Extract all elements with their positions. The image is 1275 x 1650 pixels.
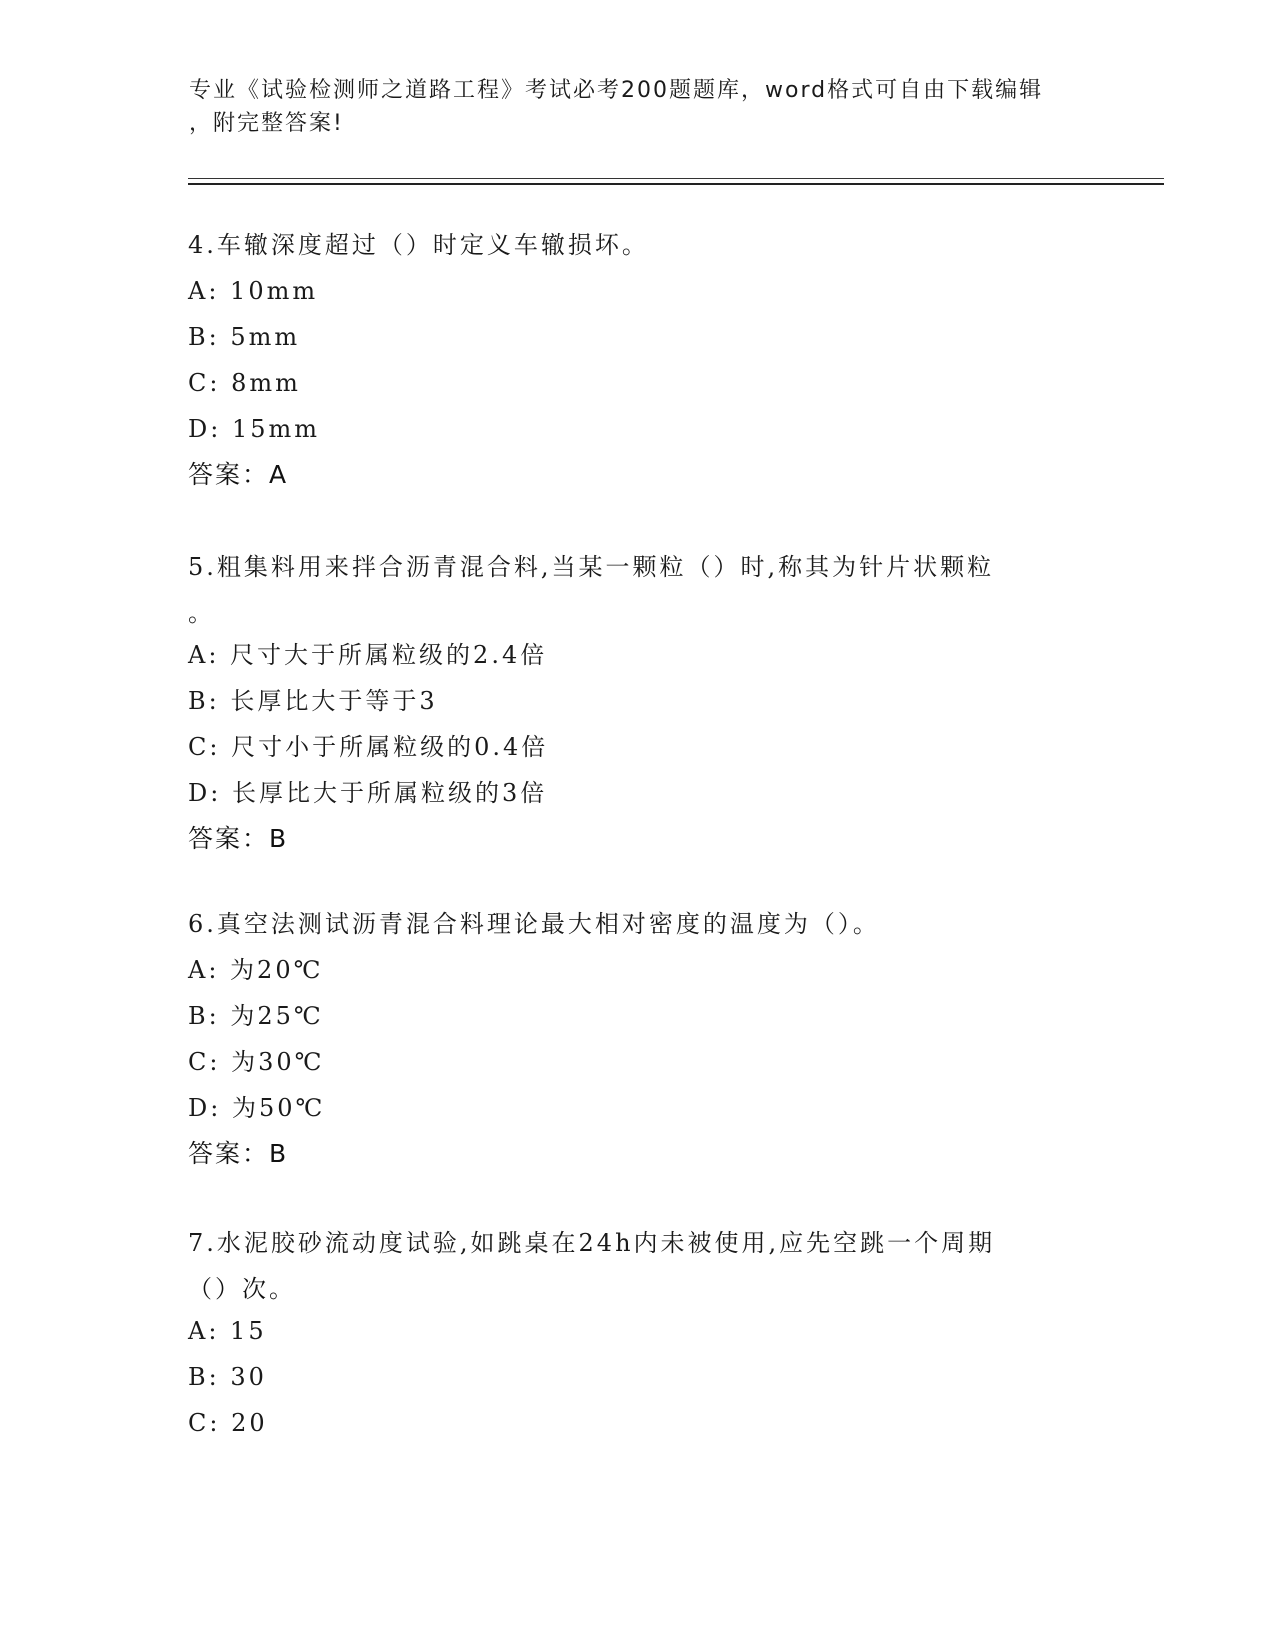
option-b: B: 长厚比大于等于3 (188, 687, 438, 715)
option-c: C: 为30℃ (188, 1048, 325, 1076)
option-d: D: 长厚比大于所属粒级的3倍 (188, 779, 548, 807)
question-stem: 6.真空法测试沥青混合料理论最大相对密度的温度为（）。 (188, 910, 880, 938)
option-b: B: 5mm (188, 323, 301, 351)
question-6 (188, 909, 1088, 1169)
question-stem-continuation: 。 (188, 599, 215, 627)
header-divider-top (188, 178, 1164, 179)
question-5 (188, 552, 1088, 854)
question-stem: 5.粗集料用来拌合沥青混合料,当某一颗粒（）时,称其为针片状颗粒 (188, 553, 995, 581)
answer-label: 答案：B (188, 1139, 289, 1168)
option-c: C: 20 (188, 1409, 268, 1437)
option-a: A: 尺寸大于所属粒级的2.4倍 (188, 641, 548, 669)
option-d: D: 15mm (188, 415, 321, 443)
question-stem: 4.车辙深度超过（）时定义车辙损坏。 (188, 231, 649, 259)
question-7 (188, 1228, 1088, 1454)
answer-label: 答案：A (188, 460, 289, 489)
option-a: A: 为20℃ (188, 956, 324, 984)
question-4 (188, 230, 1088, 490)
option-d: D: 为50℃ (188, 1094, 326, 1122)
option-a: A: 10mm (188, 277, 319, 305)
header-line-1: 专业《试验检测师之道路工程》考试必考200题题库，word格式可自由下载编辑 (189, 78, 1044, 103)
option-b: B: 30 (188, 1363, 267, 1391)
document-header (189, 74, 1089, 140)
answer-label: 答案：B (188, 824, 289, 853)
question-stem: 7.水泥胶砂流动度试验,如跳桌在24h内未被使用,应先空跳一个周期 (188, 1229, 996, 1257)
option-c: C: 8mm (188, 369, 301, 397)
question-stem-continuation: （）次。 (188, 1275, 296, 1303)
header-line-2: ，附完整答案! (189, 111, 344, 136)
option-c: C: 尺寸小于所属粒级的0.4倍 (188, 733, 549, 761)
option-a: A: 15 (188, 1317, 267, 1345)
option-b: B: 为25℃ (188, 1002, 324, 1030)
header-divider-bottom (188, 183, 1164, 185)
